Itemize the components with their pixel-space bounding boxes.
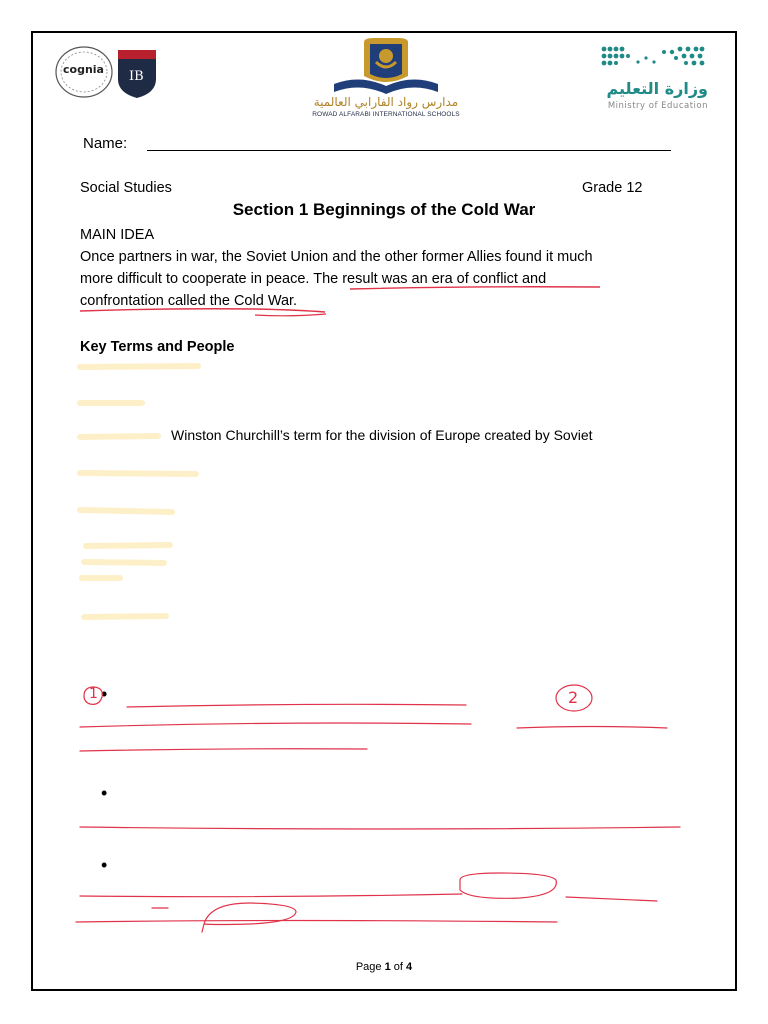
ib-logo-text: IB — [129, 69, 144, 84]
annotation-circle-1 — [80, 684, 106, 708]
key-term-definition: Winston Churchill’s term for the division of Europe created by Soviet — [171, 427, 593, 443]
ministry-arabic: وزارة التعليم — [606, 79, 708, 98]
page-prefix: Page — [355, 961, 382, 973]
bullet-2: • — [101, 783, 108, 803]
main-idea-heading: MAIN IDEA — [80, 227, 155, 243]
school-name-english: ROWAD ALFARABI INTERNATIONAL SCHOOLS — [312, 111, 460, 118]
name-label: Name: — [83, 135, 128, 152]
grade-label: Grade 12 — [582, 180, 643, 196]
page-current: 1 — [384, 961, 391, 973]
page-number — [0, 961, 768, 973]
annotation-circle-2-label: 2 — [568, 688, 579, 707]
bullet-1: • — [101, 684, 108, 704]
annotation-circle-1-label: 1 — [89, 686, 98, 702]
main-idea-line-1: Once partners in war, the Soviet Union and the other former Allies found it much — [80, 249, 593, 265]
bullet-3: • — [101, 855, 108, 875]
page-of: of — [393, 961, 403, 973]
subject-label: Social Studies — [80, 180, 172, 196]
school-name-arabic: مدارس رواد الفارابي العالمية — [313, 95, 459, 109]
key-terms-heading: Key Terms and People — [80, 339, 235, 355]
cognia-logo-text: cognia — [63, 63, 104, 76]
main-idea-line-3: confrontation called the Cold War. — [80, 293, 298, 309]
ministry-english: Ministry of Education — [607, 101, 708, 111]
page-total: 4 — [406, 961, 413, 973]
section-title: Section 1 Beginnings of the Cold War — [232, 200, 536, 219]
annotation-circle-2 — [554, 683, 594, 713]
main-idea-line-2: more difficult to cooperate in peace. The result was an era of conflict and — [80, 271, 547, 287]
